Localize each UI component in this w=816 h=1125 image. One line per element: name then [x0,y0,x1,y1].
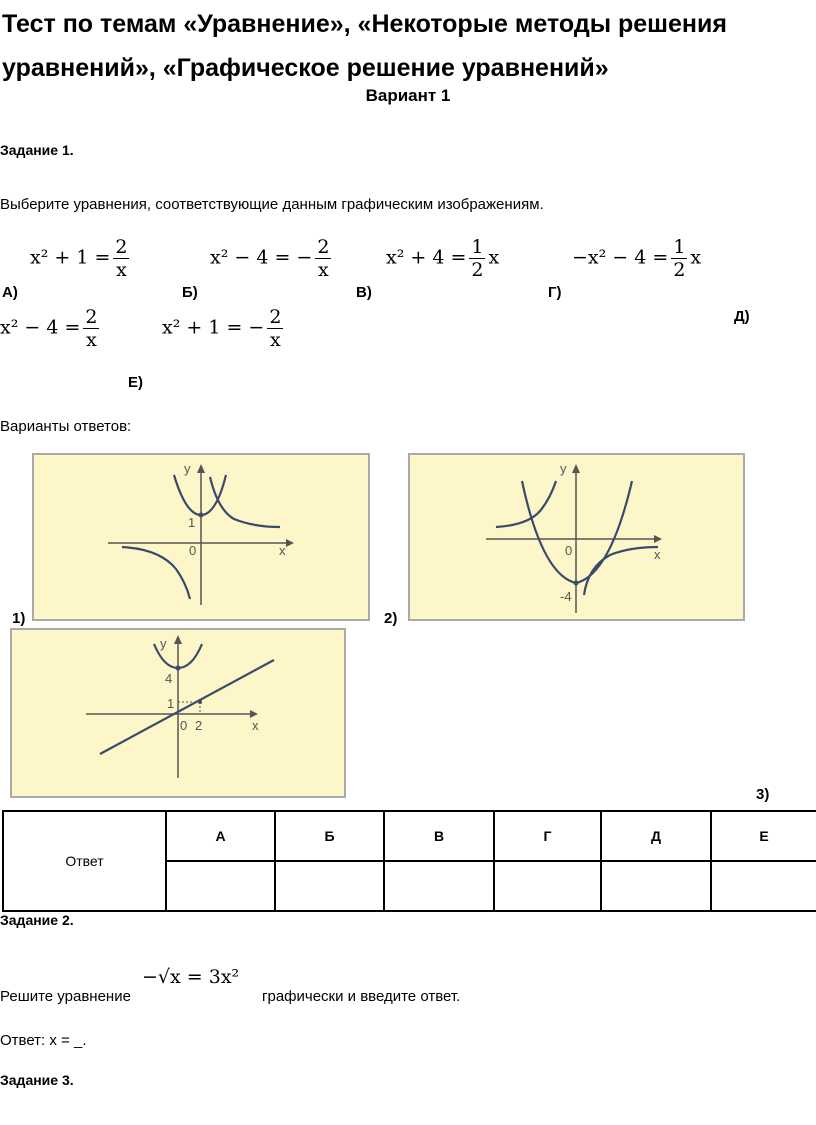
graph-3-label: 3) [756,786,770,803]
equation-e: x² + 1 = − $\frac{2}{x}$ [162,306,282,351]
x-arrow-icon [654,535,662,543]
equation-e-label: Е) [128,374,143,391]
zero-label: 0 [565,543,573,558]
answer-cell-v[interactable] [384,861,494,911]
graph-1-label: 1) [12,610,26,627]
one-label: 1 [167,696,175,711]
task3-heading: Задание 3. [0,1072,74,1088]
equation-g: −x² − 4 = $\frac{1}{2}$ x [572,236,702,281]
task1-instruction: Выберите уравнения, соответствующие данным графическим изображениям. [0,196,544,213]
answer-table [2,810,816,912]
task2-text-after: графически и введите ответ. [262,988,461,1005]
answers-heading: Варианты ответов: [0,418,132,435]
hyperbola-branch-right [210,477,280,527]
page-title: Тест по темам «Уравнение», «Некоторые методы решения уравнений», «Графическое решение уравнений» [2,10,727,82]
y-arrow-icon [174,635,182,644]
one-label: 1 [188,515,196,530]
equation-a-label: А) [2,284,18,301]
zero-label: 0 [189,543,197,558]
y-label: y [184,461,191,476]
parabola [522,481,632,583]
equation-d: x² − 4 = $\frac{2}{x}$ [0,306,98,351]
equation-b: x² − 4 = − $\frac{2}{x}$ [210,236,330,281]
graph-3 [10,628,346,798]
answer-cell-b[interactable] [275,861,384,911]
four-label: 4 [165,671,173,686]
column-g-header: Г [494,811,601,861]
x-label: x [654,547,661,562]
x-label: x [279,543,286,558]
answer-row-label: Ответ [3,811,166,911]
y-label: y [560,461,567,476]
column-a-header: А [166,811,275,861]
task2-equation: −√x = 3x² [142,966,240,988]
equation-a: x² + 1 = $\frac{2}{x}$ [30,236,128,281]
equation-d-label: Д) [734,308,750,325]
zero-label: 0 [180,718,188,733]
answer-cell-d[interactable] [601,861,711,911]
task2-heading: Задание 2. [0,912,74,928]
x-label: x [252,718,259,733]
task1-heading: Задание 1. [0,142,74,158]
line [100,660,274,754]
hyperbola-branch-left [122,547,190,599]
x-arrow-icon [250,710,258,718]
equation-v-label: В) [356,284,372,301]
vertex-point [176,666,181,671]
equation-b-label: Б) [182,284,198,301]
task2-text-before: Решите уравнение [0,988,131,1005]
vertex-point [574,581,579,586]
two-label: 2 [195,718,203,733]
hyperbola-branch-left [496,481,556,527]
graph-2-label: 2) [384,610,398,627]
equation-g-label: Г) [548,284,562,301]
answer-cell-g[interactable] [494,861,601,911]
graph-1 [32,453,370,621]
intersection-point [199,513,204,518]
y-arrow-icon [572,464,580,473]
minus-four-label: -4 [560,589,572,604]
line-point [198,700,202,704]
graph-2 [408,453,745,621]
y-arrow-icon [197,464,205,473]
column-v-header: В [384,811,494,861]
y-label: y [160,636,167,651]
x-arrow-icon [286,539,294,547]
equation-v: x² + 4 = $\frac{1}{2}$ x [386,236,500,281]
parabola [174,475,226,515]
column-d-header: Д [601,811,711,861]
column-b-header: Б [275,811,384,861]
variant-heading: Вариант 1 [365,86,451,105]
task2-answer: Ответ: x = _. [0,1032,87,1049]
column-e-header: Е [711,811,816,861]
answer-cell-e[interactable] [711,861,816,911]
answer-cell-a[interactable] [166,861,275,911]
